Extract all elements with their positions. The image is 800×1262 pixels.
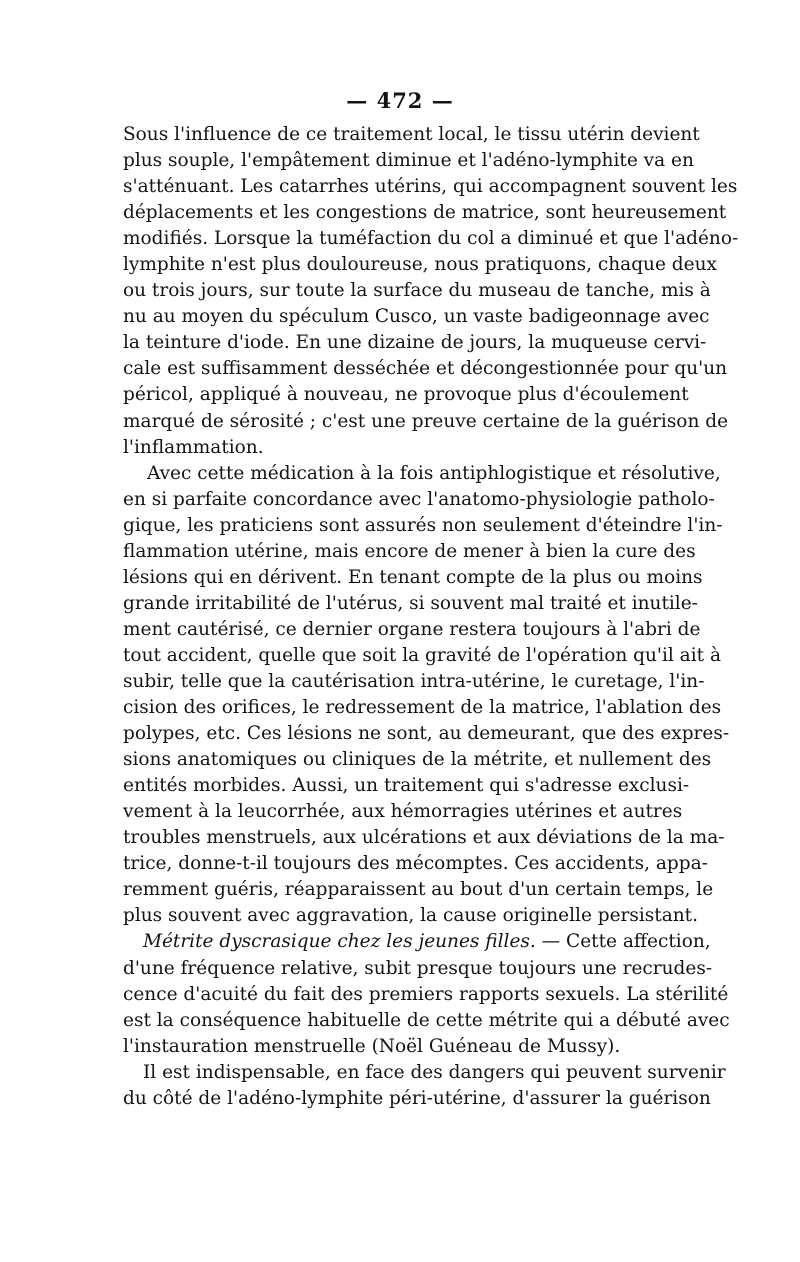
- text-line: d'une fréquence relative, subit presque toujours une recrudes-: [123, 957, 713, 979]
- text-line: grande irritabilité de l'utérus, si souvent mal traité et inutile-: [123, 592, 698, 614]
- text-line: Avec cette médication à la fois antiphlogistique et résolutive,: [147, 462, 721, 484]
- text-line: subir, telle que la cautérisation intra-utérine, le curetage, l'in-: [123, 670, 705, 692]
- text-line: lymphite n'est plus douloureuse, nous pratiquons, chaque deux: [123, 254, 717, 276]
- text-line: nu au moyen du spéculum Cusco, un vaste badigeonnage avec: [123, 306, 710, 328]
- text-line: entités morbides. Aussi, un traitement qui s'adresse exclusi-: [123, 775, 690, 797]
- text-line: péricol, appliqué à nouveau, ne provoque plus d'écoulement: [123, 384, 689, 406]
- text-line: ment cautérisé, ce dernier organe restera toujours à l'abri de: [123, 618, 701, 640]
- text-line: marqué de sérosité ; c'est une preuve certaine de la guérison de: [123, 410, 729, 432]
- text-line: la teinture d'iode. En une dizaine de jours, la muqueuse cervi-: [123, 332, 707, 354]
- text-line: ou trois jours, sur toute la surface du museau de tanche, mis à: [123, 280, 711, 302]
- text-line: plus souple, l'empâtement diminue et l'adéno-lymphite va en: [123, 150, 694, 172]
- text-line: du côté de l'adéno-lymphite péri-utérine, d'assurer la guérison: [123, 1087, 711, 1109]
- text-line: tout accident, quelle que soit la gravité de l'opération qu'il ait à: [123, 644, 721, 666]
- text-line: l'inflammation.: [123, 436, 264, 458]
- text-line: vement à la leucorrhée, aux hémorragies utérines et autres: [123, 801, 683, 823]
- section-heading: Métrite dyscrasique chez les jeunes filles.: [143, 931, 536, 953]
- text-line: cision des orifices, le redressement de la matrice, l'ablation des: [123, 697, 722, 719]
- text-line: cale est suffisamment desséchée et décongestionnée pour qu'un: [123, 358, 728, 380]
- text-line: sions anatomiques ou cliniques de la métrite, et nullement des: [123, 749, 712, 771]
- text-line: Sous l'influence de ce traitement local, le tissu utérin devient: [123, 124, 700, 145]
- section-heading-line: [123, 929, 711, 955]
- text-line: troubles menstruels, aux ulcérations et aux déviations de la ma-: [123, 827, 725, 849]
- text-line: trice, donne-t-il toujours des mécomptes. Ces accidents, appa-: [123, 853, 708, 875]
- text-line: Il est indispensable, en face des dangers qui peuvent survenir: [143, 1061, 726, 1083]
- text-line: remment guéris, réapparaissent au bout d'un certain temps, le: [123, 879, 714, 901]
- text-line: polypes, etc. Ces lésions ne sont, au demeurant, que des expres-: [123, 723, 730, 745]
- text-line: en si parfaite concordance avec l'anatomo-physiologie patholo-: [123, 488, 715, 510]
- text-line: déplacements et les congestions de matrice, sont heureusement: [123, 202, 727, 224]
- text-line: gique, les praticiens sont assurés non seulement d'éteindre l'in-: [123, 514, 723, 536]
- text-line: cence d'acuité du fait des premiers rapports sexuels. La stérilité: [123, 983, 729, 1005]
- text-line: modifiés. Lorsque la tuméfaction du col a diminué et que l'adéno-: [123, 228, 739, 250]
- text-line: est la conséquence habituelle de cette métrite qui a débuté avec: [123, 1009, 730, 1031]
- text-line: flammation utérine, mais encore de mener à bien la cure des: [123, 540, 696, 562]
- page-number: — 472 —: [346, 88, 454, 113]
- text-line: s'atténuant. Les catarrhes utérins, qui accompagnent souvent les: [123, 176, 738, 198]
- text-line: l'instauration menstruelle (Noël Guéneau de Mussy).: [123, 1035, 621, 1057]
- body-text: [123, 122, 739, 1112]
- text-line: plus souvent avec aggravation, la cause originelle persistant.: [123, 905, 698, 927]
- section-heading-continuation: — Cette affection,: [535, 931, 711, 953]
- text-line: lésions qui en dérivent. En tenant compte de la plus ou moins: [123, 566, 703, 588]
